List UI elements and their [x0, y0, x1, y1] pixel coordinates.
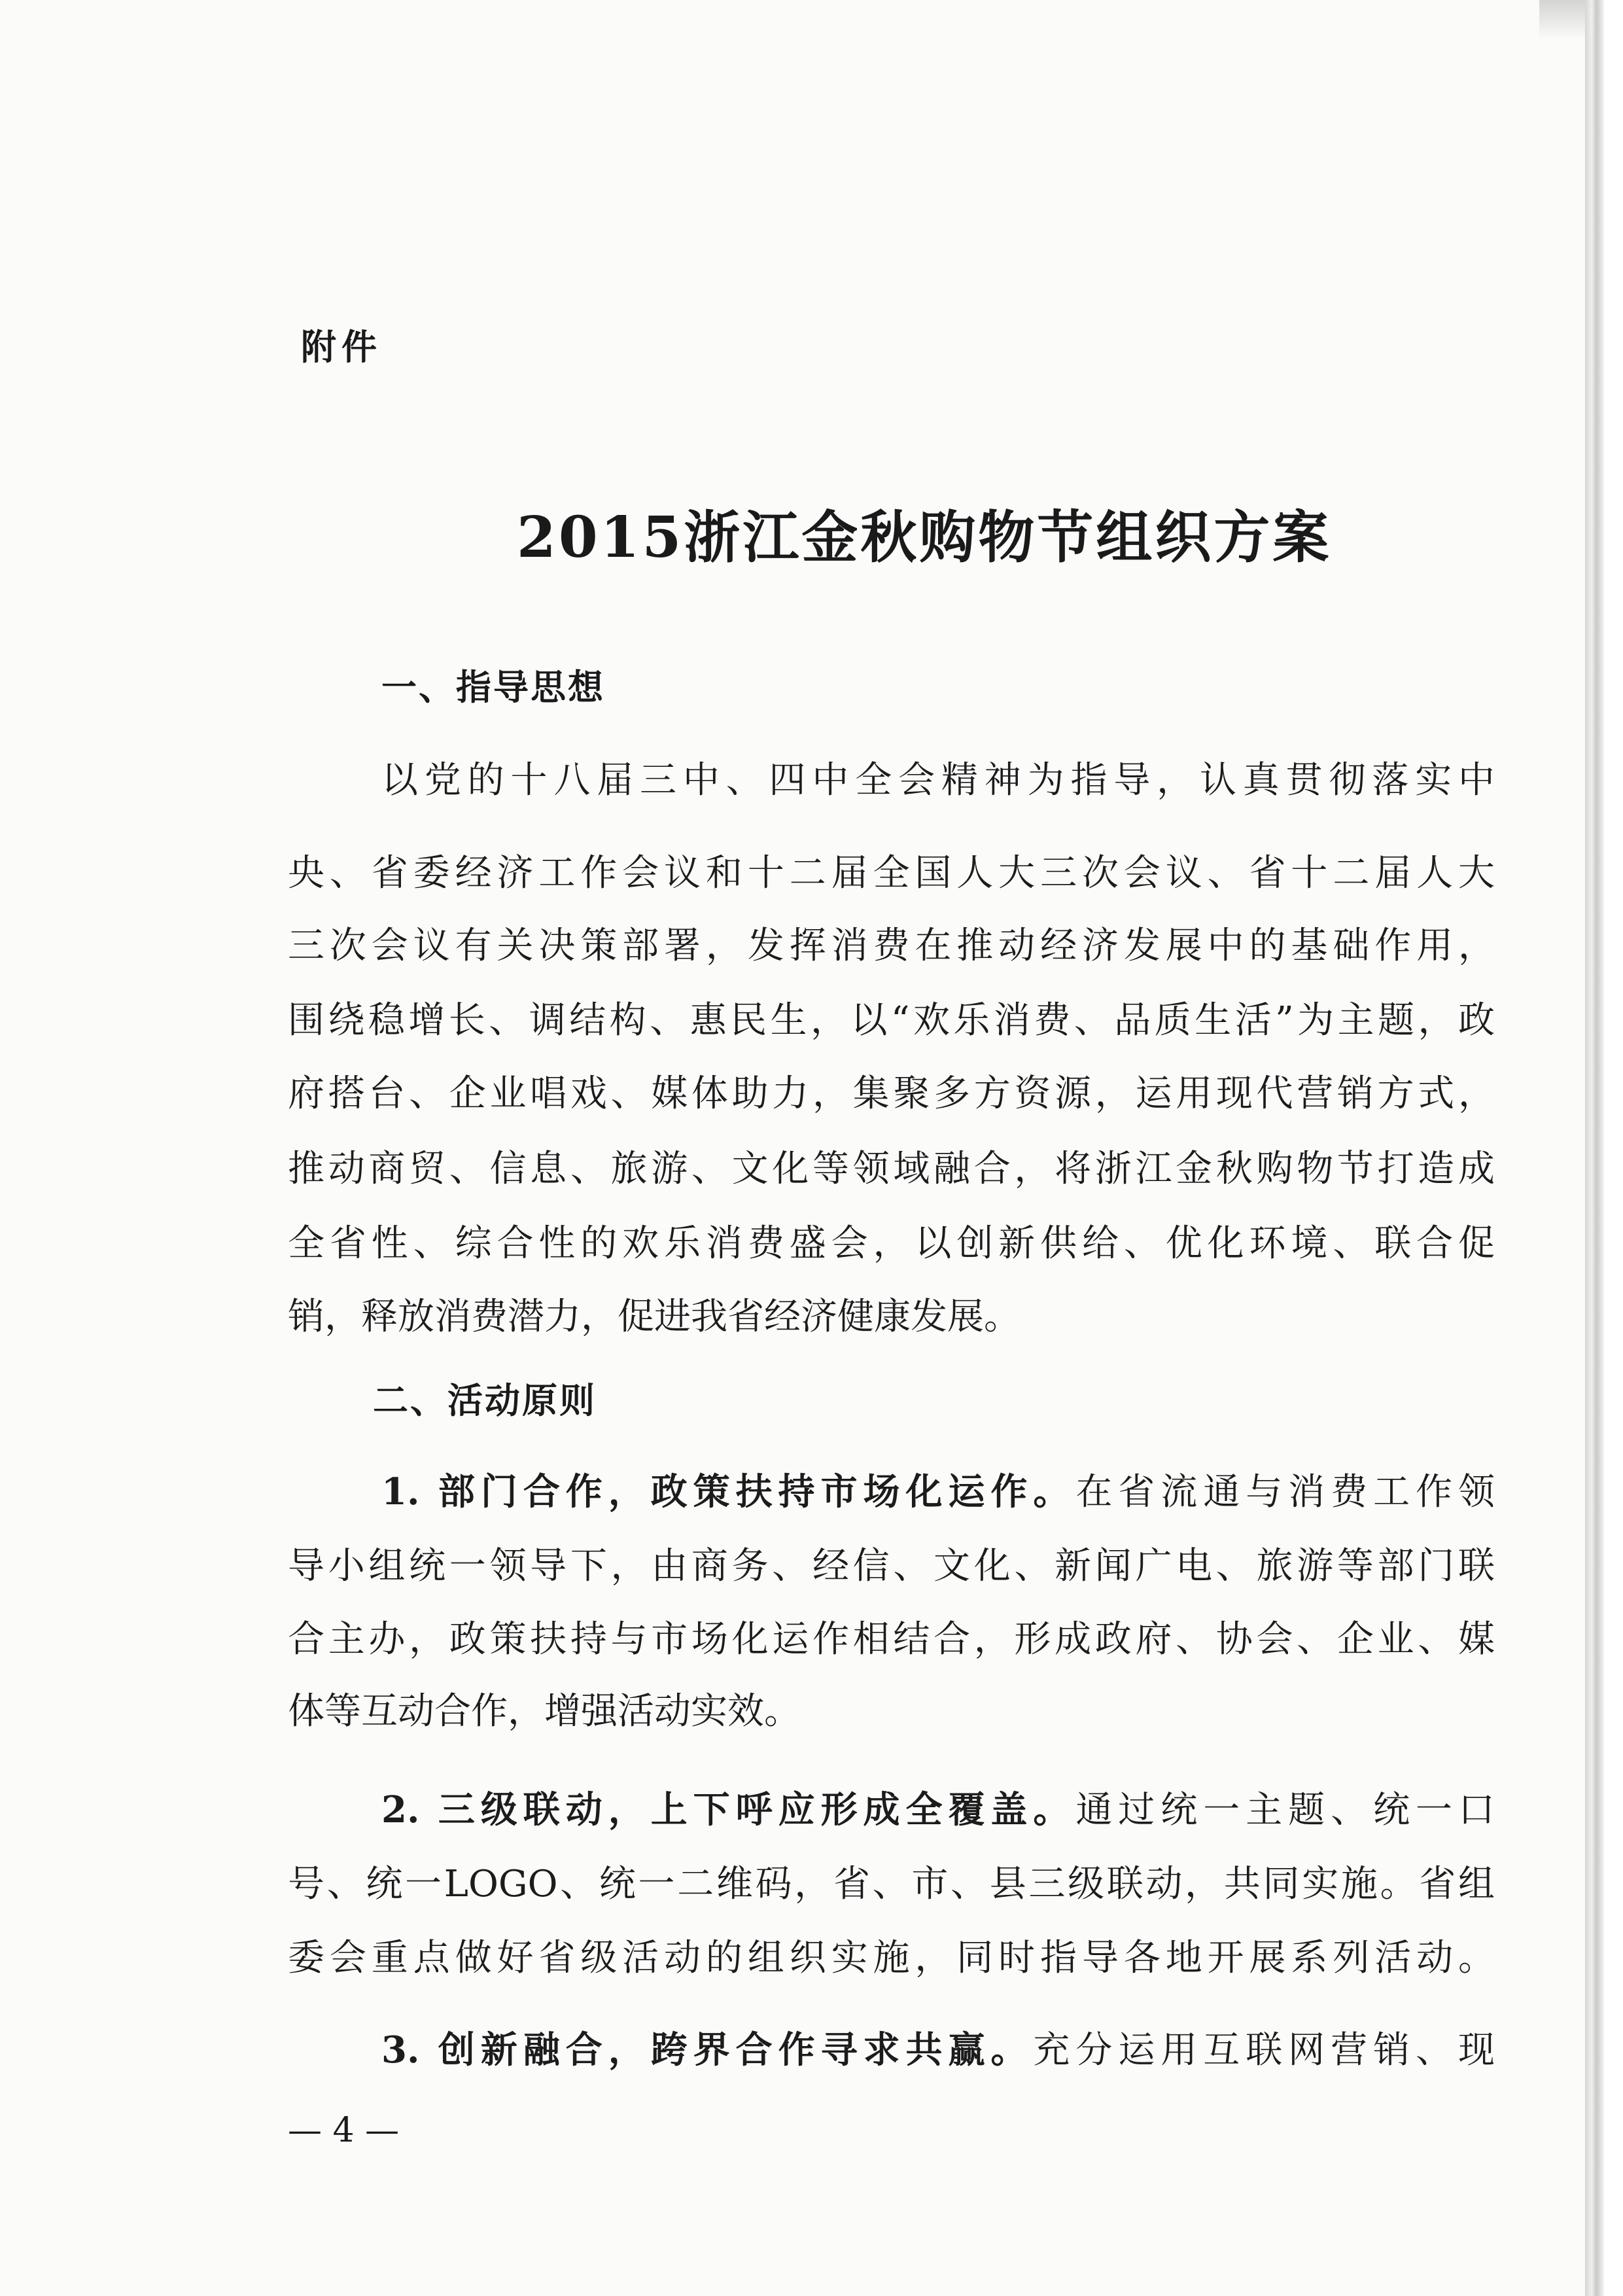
- principle-2-text: 通过统一主题、统一口: [1075, 1789, 1495, 1831]
- document-title: 2015浙江金秋购物节组织方案: [517, 504, 1332, 571]
- body-line: 导小组统一领导下，由商务、经信、文化、新闻广电、旅游等部门联: [288, 1545, 1495, 1587]
- principle-1-lead: 1. 部门合作，政策扶持市场化运作。: [381, 1470, 1076, 1513]
- principle-1-first-line: [381, 1463, 1495, 1515]
- principle-1-text: 在省流通与消费工作领: [1075, 1471, 1495, 1513]
- page-number: — 4 —: [288, 2111, 400, 2150]
- body-line: 号、统一LOGO、统一二维码，省、市、县三级联动，共同实施。省组: [288, 1863, 1495, 1905]
- scan-edge: [1585, 0, 1604, 2296]
- principle-2-lead: 2. 三级联动，上下呼应形成全覆盖。: [381, 1788, 1076, 1831]
- section-heading-guiding-ideology: 一、指导思想: [381, 667, 605, 708]
- principle-3-text: 充分运用互联网营销、现: [1033, 2029, 1495, 2072]
- body-line: 委会重点做好省级活动的组织实施，同时指导各地开展系列活动。: [288, 1937, 1495, 1979]
- section-heading-principles: 二、活动原则: [373, 1380, 597, 1421]
- principle-3-first-line: [381, 2021, 1495, 2074]
- principle-2-first-line: [381, 1781, 1495, 1833]
- body-line: 以党的十八届三中、四中全会精神为指导，认真贯彻落实中: [381, 759, 1495, 802]
- body-line: 府搭台、企业唱戏、媒体助力，集聚多方资源，运用现代营销方式，: [288, 1072, 1495, 1115]
- principle-3-lead: 3. 创新融合，跨界合作寻求共赢。: [381, 2028, 1034, 2072]
- body-line: 三次会议有关决策部署，发挥消费在推动经济发展中的基础作用，: [288, 925, 1495, 967]
- body-line: 围绕稳增长、调结构、惠民生，以“欢乐消费、品质生活”为主题，政: [288, 999, 1495, 1042]
- body-line: 央、省委经济工作会议和十二届全国人大三次会议、省十二届人大: [288, 852, 1495, 894]
- body-line: 全省性、综合性的欢乐消费盛会，以创新供给、优化环境、联合促: [288, 1222, 1495, 1265]
- annex-label: 附件: [301, 327, 382, 368]
- body-line: 推动商贸、信息、旅游、文化等领域融合，将浙江金秋购物节打造成: [288, 1148, 1495, 1190]
- body-line: 合主办，政策扶持与市场化运作相结合，形成政府、协会、企业、媒: [288, 1618, 1495, 1661]
- body-line: 体等互动合作，增强活动实效。: [288, 1690, 801, 1733]
- scan-shadow: [1539, 0, 1585, 39]
- body-line: 销，释放消费潜力，促进我省经济健康发展。: [288, 1296, 1021, 1338]
